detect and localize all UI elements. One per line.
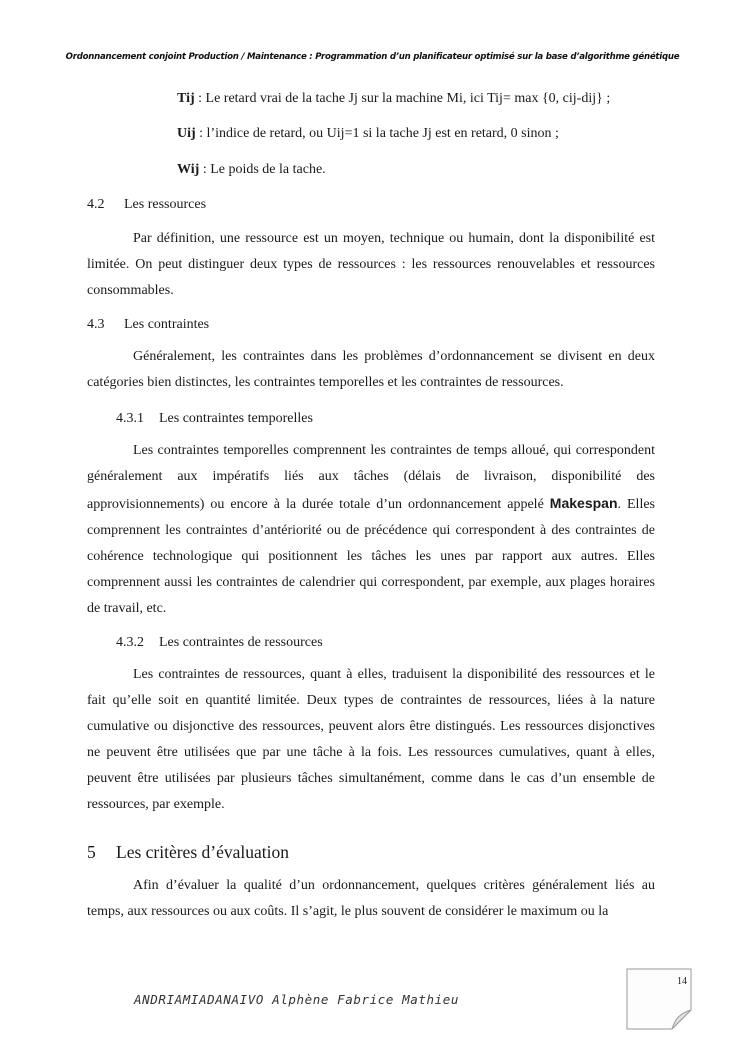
paragraph-contraintes-ressources: Les contraintes de ressources, quant à elles, traduisent la disponibilité des ressources et le fait qu’elle soit en quantité limitée. Deux types de contraintes de ressources, liées à la nature cumulative ou disjonctive des ressources, peuvent alors être distingués. Les ressources disjonctives ne peuvent être utilisées que par une tâche à la fois. Les ressources cumulatives, quant à elles, peuvent être utilisées par plusieurs tâches simultanément, comme dans le cas d’un ensemble de ressources, par exemple. [87, 667, 655, 812]
definition-term: Wij [177, 162, 200, 177]
section-number: 4.3.1 [116, 411, 144, 426]
heading-4-2 [87, 197, 206, 213]
heading-4-3-1 [116, 411, 313, 427]
definition-tij [177, 91, 610, 107]
definition-text: : Le retard vrai de la tache Jj sur la machine Mi, ici Tij= max {0, cij-dij} ; [194, 91, 611, 106]
section-number: 4.3.2 [116, 635, 144, 650]
section-title: Les critères d’évaluation [116, 842, 289, 862]
paragraph-contraintes: Généralement, les contraintes dans les problèmes d’ordonnancement se divisent en deux catégories bien distinctes, les contraintes temporelles et les contraintes de ressources. [87, 349, 655, 390]
heading-4-3-2 [116, 635, 323, 651]
definition-text: : l’indice de retard, ou Uij=1 si la tache Jj est en retard, 0 sinon ; [195, 126, 559, 141]
running-header: Ordonnancement conjoint Production / Maintenance : Programmation d’un planificateur optimisé sur la base d’algorithme génétique [65, 52, 680, 62]
section-number: 5 [87, 842, 96, 862]
paragraph-criteres: Afin d’évaluer la qualité d’un ordonnancement, quelques critères généralement liés au temps, aux ressources ou aux coûts. Il s’agit, le plus souvent de considérer le maximum ou la [87, 878, 655, 919]
heading-4-3 [87, 317, 209, 333]
makespan-term: Makespan [549, 495, 618, 511]
paragraph-text: Les contraintes temporelles comprennent les contraintes de temps alloué, qui correspondent généralement aux impératifs liés aux tâches (délais de livraison, disponibilité des approvisionnements) ou encore à la durée totale d’un ordonnancement appelé [87, 443, 655, 512]
paragraph-text: . Elles comprennent les contraintes d’antériorité ou de précédence qui correspondent à des contraintes de cohérence technologique qui positionnent les tâches les unes par rapport aux autres. Elles comprennent aussi les contraintes de calendrier qui correspondent, par exemple, aux plages horaires de travail, etc. [87, 497, 656, 616]
definition-term: Uij [177, 126, 196, 141]
section-title: Les ressources [124, 197, 207, 212]
section-title: Les contraintes temporelles [159, 411, 313, 426]
paragraph-ressources: Par définition, une ressource est un moyen, technique ou humain, dont la disponibilité est limitée. On peut distinguer deux types de ressources : les ressources renouvelables et ressources consommables. [87, 231, 655, 298]
paragraph-contraintes-temporelles [87, 438, 655, 622]
definition-text: : Le poids de la tache. [199, 162, 326, 177]
section-title: Les contraintes [124, 317, 210, 332]
section-number: 4.3 [87, 317, 105, 332]
definition-term: Tij [177, 91, 195, 106]
page-number: 14 [677, 976, 687, 987]
heading-5 [87, 842, 289, 863]
definition-uij [177, 126, 559, 142]
section-number: 4.2 [87, 197, 105, 212]
footer-author: ANDRIAMIADANAIVO Alphène Fabrice Mathieu [134, 992, 460, 1007]
section-title: Les contraintes de ressources [159, 635, 323, 650]
definition-wij [177, 162, 326, 178]
